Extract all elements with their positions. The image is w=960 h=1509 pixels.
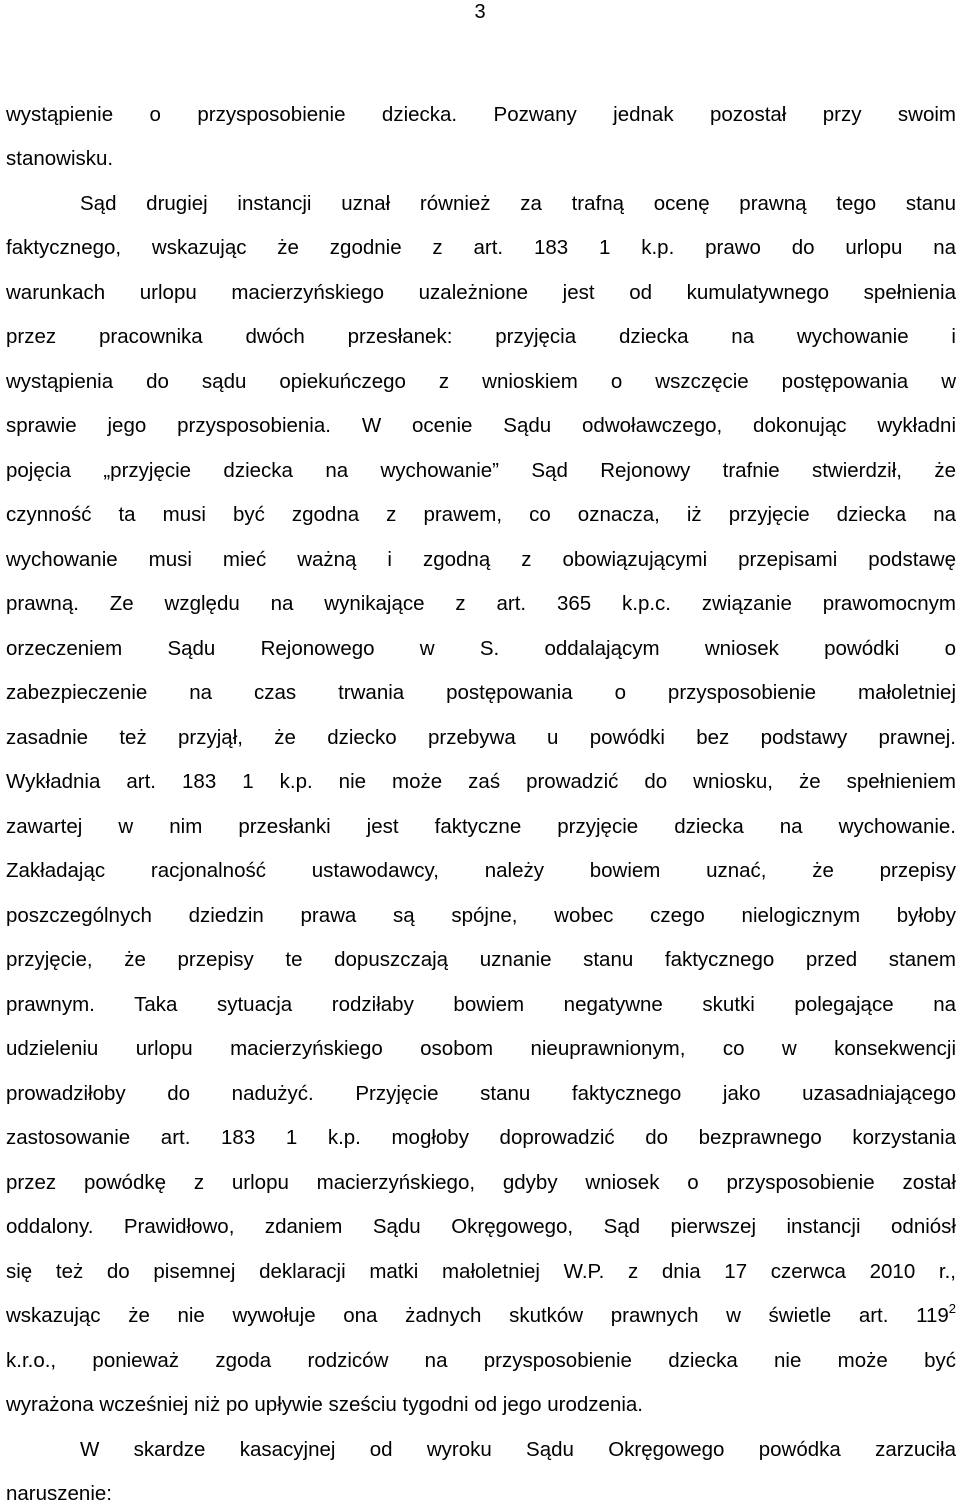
text-line [6,1034,956,1064]
text-line-content: warunkach urlopu macierzyńskiego uzależnione jest od kumulatywnego spełnienia [6,281,956,304]
text-line-content: poszczególnych dziedzin prawa są spójne, wobec czego nielogicznym byłoby [6,904,956,927]
text-line-content: faktycznego, wskazując że zgodnie z art. 183 1 k.p. prawo do urlopu na [6,236,956,259]
text-line-content: pojęcia „przyjęcie dziecka na wychowanie” Sąd Rejonowy trafnie stwierdził, że [6,459,956,482]
text-line [6,1479,956,1509]
text-line-content: wystąpienia do sądu opiekuńczego z wnioskiem o wszczęcie postępowania w [6,370,956,393]
text-line-content: prawnym. Taka sytuacja rodziłaby bowiem negatywne skutki polegające na [6,993,956,1016]
text-line-content: wyrażona wcześniej niż po upływie sześciu tygodni od jego urodzenia. [6,1393,643,1416]
text-line-content: czynność ta musi być zgodna z prawem, co oznacza, iż przyjęcie dziecka na [6,503,956,526]
text-line-content: wychowanie musi mieć ważną i zgodną z obowiązującymi przepisami podstawę [6,548,956,571]
text-line [6,367,956,397]
text-line-content: zabezpieczenie na czas trwania postępowania o przysposobienie małoletniej [6,681,956,704]
text-line-content: Wykładnia art. 183 1 k.p. nie może zaś prowadzić do wniosku, że spełnieniem [6,770,956,793]
text-line [6,723,956,753]
text-line-content: wystąpienie o przysposobienie dziecka. Pozwany jednak pozostał przy swoim [6,103,956,126]
text-line-content: stanowisku. [6,147,114,170]
text-line [6,589,956,619]
text-line [6,856,956,886]
text-line [6,1212,956,1242]
text-line [6,1301,956,1331]
text-line-content: orzeczeniem Sądu Rejonowego w S. oddalającym wniosek powódki o [6,637,956,660]
text-line [6,634,956,664]
text-line [6,100,956,130]
text-line [6,1435,956,1465]
text-line [6,945,956,975]
text-line-content: przez powódkę z urlopu macierzyńskiego, gdyby wniosek o przysposobienie został [6,1171,956,1194]
text-line-content: wskazując że nie wywołuje ona żadnych skutków prawnych w świetle art. 119 [6,1304,949,1327]
text-line-content: prowadziłoby do nadużyć. Przyjęcie stanu faktycznego jako uzasadniającego [6,1082,956,1105]
text-line-content: udzieleniu urlopu macierzyńskiego osobom nieuprawnionym, co w konsekwencji [6,1037,956,1060]
text-line-content: przyjęcie, że przepisy te dopuszczają uznanie stanu faktycznego przed stanem [6,948,956,971]
text-line-content: Sąd drugiej instancji uznał również za trafną ocenę prawną tego stanu [80,192,956,215]
text-line-content: k.r.o., ponieważ zgoda rodziców na przysposobienie dziecka nie może być [6,1349,956,1372]
text-line-content: zasadnie też przyjął, że dziecko przebywa u powódki bez podstawy prawnej. [6,726,956,749]
superscript: 2 [948,1301,956,1316]
text-line [6,322,956,352]
text-line [6,1079,956,1109]
text-line [6,901,956,931]
text-line-content: prawną. Ze względu na wynikające z art. 365 k.p.c. związanie prawomocnym [6,592,956,615]
text-line [6,678,956,708]
text-line [6,1123,956,1153]
text-line-content: zawartej w nim przesłanki jest faktyczne przyjęcie dziecka na wychowanie. [6,815,956,838]
text-line [6,1390,956,1420]
text-line-content: Zakładając racjonalność ustawodawcy, należy bowiem uznać, że przepisy [6,859,956,882]
text-line [6,500,956,530]
text-line-content: oddalony. Prawidłowo, zdaniem Sądu Okręgowego, Sąd pierwszej instancji odniósł [6,1215,956,1238]
text-line-content: zastosowanie art. 183 1 k.p. mogłoby doprowadzić do bezprawnego korzystania [6,1126,956,1149]
text-line [6,1257,956,1287]
text-line [6,812,956,842]
text-line [6,144,956,174]
text-line-content: się też do pisemnej deklaracji matki małoletniej W.P. z dnia 17 czerwca 2010 r., [6,1260,956,1283]
page-number: 3 [474,1,486,23]
text-line [6,456,956,486]
text-line [6,1346,956,1376]
text-line-content: W skardze kasacyjnej od wyroku Sądu Okręgowego powódka zarzuciła [80,1438,956,1461]
text-line-content: sprawie jego przysposobienia. W ocenie Sądu odwoławczego, dokonując wykładni [6,414,956,437]
text-line [6,411,956,441]
text-line [6,233,956,263]
text-line-content: naruszenie: [6,1482,112,1505]
text-line-content: przez pracownika dwóch przesłanek: przyjęcia dziecka na wychowanie i [6,325,956,348]
text-line [6,767,956,797]
text-line [6,545,956,575]
text-line [6,189,956,219]
text-line [6,990,956,1020]
text-line [6,1168,956,1198]
text-line [6,278,956,308]
